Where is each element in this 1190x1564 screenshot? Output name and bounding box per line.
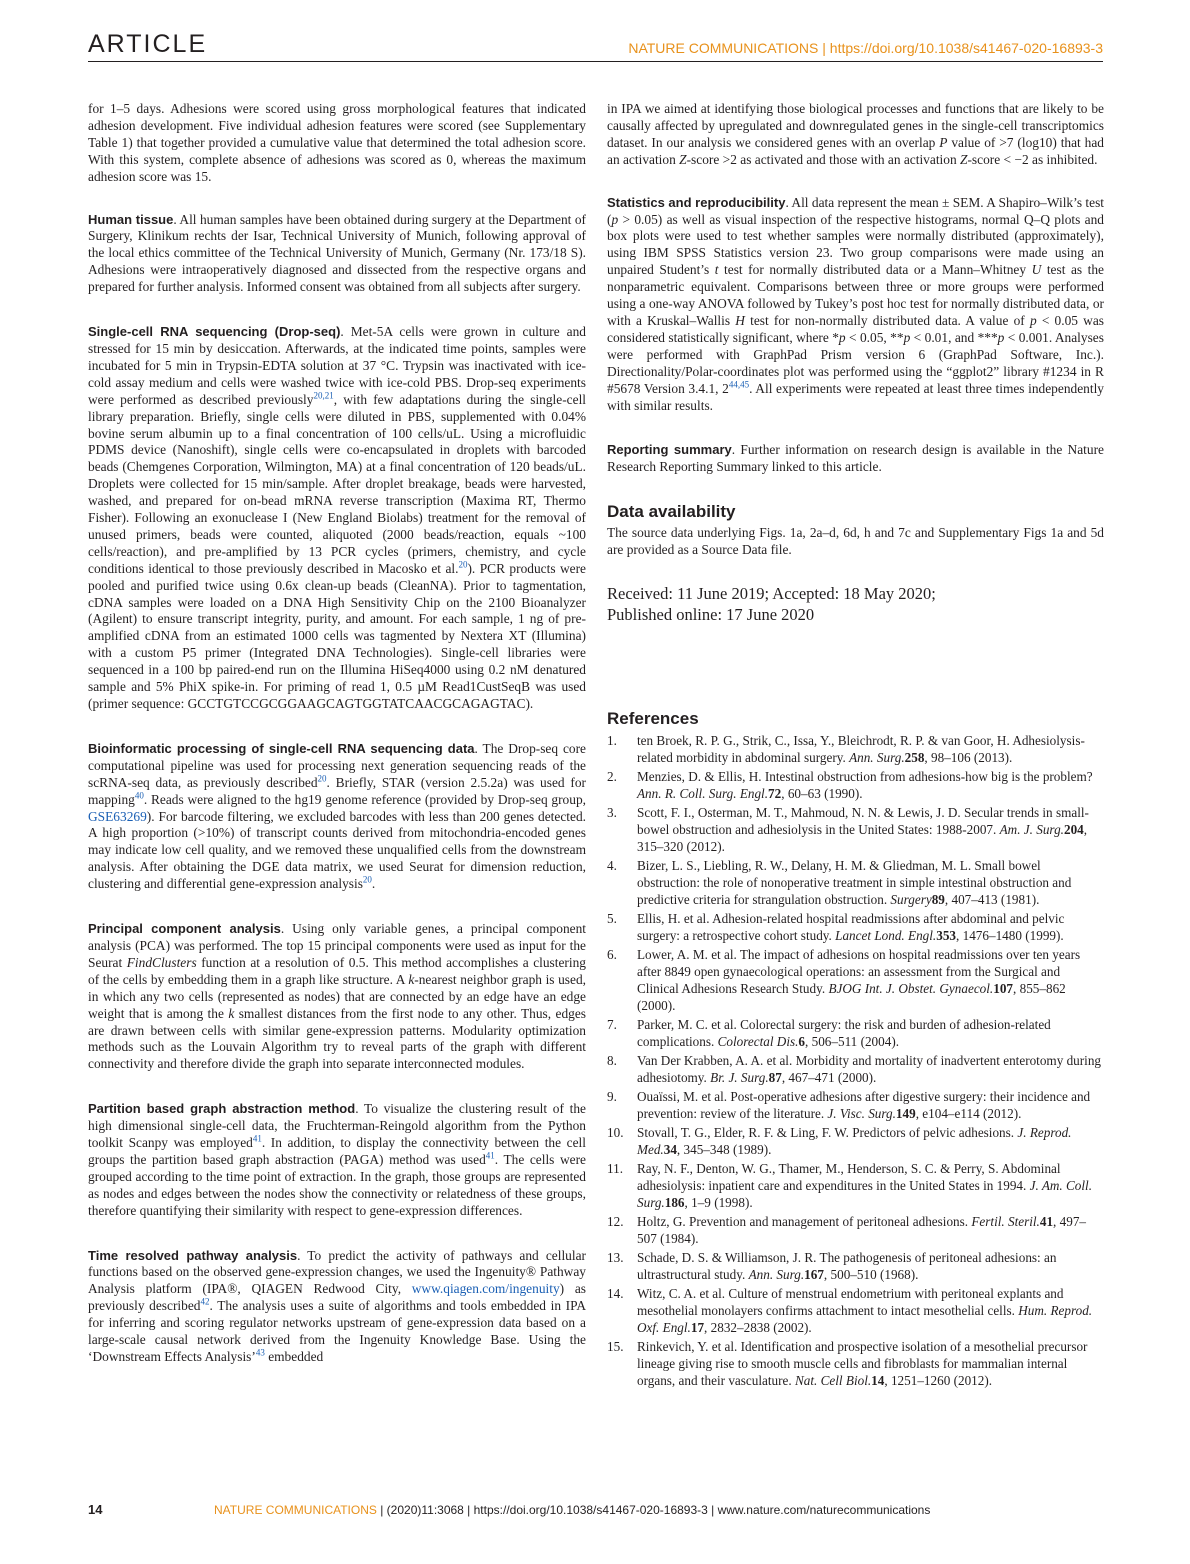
reference-journal: J. Am. Coll. Surg. bbox=[637, 1177, 1093, 1211]
reference-number: 9. bbox=[607, 1088, 617, 1104]
reference-item bbox=[607, 946, 1104, 1015]
geo-accession-link[interactable]: GSE63269 bbox=[88, 808, 147, 824]
reference-pages: , 500–510 (1968). bbox=[823, 1266, 919, 1282]
reference-item bbox=[607, 1160, 1104, 1212]
section-heading: Partition based graph abstraction method bbox=[88, 1101, 356, 1117]
citation-link[interactable]: 41 bbox=[252, 1133, 262, 1144]
reference-number: 11. bbox=[607, 1160, 623, 1176]
reference-number: 15. bbox=[607, 1338, 624, 1354]
footer-citation bbox=[214, 1503, 930, 1517]
published-date: Published online: 17 June 2020 bbox=[607, 604, 815, 624]
references-heading: References bbox=[607, 708, 699, 728]
reference-journal: Hum. Reprod. Oxf. Engl. bbox=[637, 1302, 1093, 1336]
page-number: 14 bbox=[88, 1502, 103, 1517]
reference-text: Schade, D. S. & Williamson, J. R. The pathogenesis of peritoneal adhesions: an ultrastructural study. bbox=[637, 1249, 1057, 1282]
reference-pages: , 345–348 (1989). bbox=[676, 1142, 772, 1158]
citation-link[interactable]: 44,45 bbox=[728, 379, 750, 390]
qiagen-link[interactable]: www.qiagen.com/ingenuity bbox=[411, 1281, 560, 1297]
section-heading: Statistics and reproducibility bbox=[607, 194, 786, 210]
section-heading: Human tissue bbox=[88, 211, 174, 227]
reference-number: 8. bbox=[607, 1053, 617, 1068]
data-availability-heading: Data availability bbox=[607, 502, 736, 522]
reference-text: Bizer, L. S., Liebling, R. W., Delany, H. M. & Gliedman, M. L. Small bowel obstruction: the role of nonoperative treatment in simple intestinal obstruction and predictive criteria for strangulation obstruction. bbox=[637, 857, 1072, 908]
reference-item bbox=[607, 857, 1104, 909]
reference-pages: , e104–e114 (2012). bbox=[915, 1106, 1022, 1122]
reference-pages: , 467–471 (2000). bbox=[781, 1070, 877, 1086]
reference-text: Holtz, G. Prevention and management of peritoneal adhesions. bbox=[637, 1213, 972, 1229]
bioinformatic-section: Bioinformatic processing of single-cell RNA sequencing data. The Drop-seq core computational pipeline was used for processing next generation sequencing reads of the scRNA-seq data, as previously described$^{20}$. Briefly, STAR (version 2.5.2a) was used for mapping$^{40}$. Reads were aligned to the hg19 genome reference (provided by Drop-seq group, GSE63269). For barcode filtering, we excluded barcodes with less than 200 genes detected. A high proportion (>10%) of transcript counts derived from mitochondria-encoded genes may indicate low cell quality, and we removed these unqualified cells from the downstream analysis. After obtaining the DGE data matrix, we used Seurat for dimension reduction, clustering and differential gene-expression analysis$^{20}$. bbox=[88, 740, 586, 892]
reference-pages: , 98–106 (2013). bbox=[924, 750, 1013, 766]
reference-item bbox=[607, 732, 1104, 766]
reference-volume: 72 bbox=[768, 785, 782, 801]
reference-item bbox=[607, 804, 1104, 856]
footer-details[interactable]: | (2020)11:3068 | https://doi.org/10.1038/s41467-020-16893-3 | www.nature.com/naturecommunications bbox=[376, 1503, 931, 1517]
reference-number: 1. bbox=[607, 732, 617, 748]
reference-journal: Nat. Cell Biol. bbox=[794, 1373, 872, 1389]
reference-volume: 167 bbox=[804, 1266, 824, 1282]
reference-text: Ouaïssi, M. et al. Post-operative adhesions after digestive surgery: their incidence and prevention: review of the literature. bbox=[637, 1088, 1091, 1122]
citation-link[interactable]: 43 bbox=[255, 1347, 265, 1358]
reference-text: Van Der Krabben, A. A. et al. Morbidity and mortality of inadvertent enterotomy during adhesiotomy. bbox=[637, 1053, 1102, 1086]
reference-item bbox=[607, 1016, 1104, 1050]
reference-volume: 17 bbox=[690, 1320, 705, 1336]
reference-pages: , 497–507 (1984). bbox=[637, 1213, 1087, 1247]
reference-journal: Ann. R. Coll. Surg. Engl. bbox=[637, 785, 769, 801]
citation-link[interactable]: 20,21 bbox=[313, 390, 334, 401]
reference-volume: 87 bbox=[768, 1070, 782, 1086]
reference-journal: Ann. Surg. bbox=[748, 1266, 805, 1282]
left-column bbox=[88, 101, 586, 1394]
reference-journal: Br. J. Surg. bbox=[710, 1070, 769, 1086]
reference-volume: 258 bbox=[904, 750, 925, 766]
reference-item bbox=[607, 1124, 1104, 1158]
reference-text: Rinkevich, Y. et al. Identification and prospective isolation of a mesothelial precursor lineage giving rise to smooth muscle cells and fibroblasts for mammalian internal organs, and their vasculature. bbox=[637, 1338, 1088, 1389]
reference-text: Lower, A. M. et al. The impact of adhesions on hospital readmissions over ten years after 8849 open gynaecological operations: an assessment from the Surgical and Clinical Adhesions Research Study. bbox=[637, 946, 1081, 997]
reporting-summary-section: Reporting summary. Further information on research design is available in the Nature Research Reporting Summary linked to this article. bbox=[607, 442, 1104, 475]
reference-journal: Fertil. Steril. bbox=[971, 1213, 1040, 1229]
citation-link[interactable]: 20 bbox=[458, 559, 468, 570]
reference-pages: , 1251–1260 (2012). bbox=[884, 1373, 993, 1389]
section-heading: Bioinformatic processing of single-cell RNA sequencing data bbox=[88, 740, 475, 756]
reference-volume: 204 bbox=[1063, 821, 1084, 837]
reference-text: Scott, F. I., Osterman, M. T., Mahmoud, N. N. & Lewis, J. D. Secular trends in small-bowel obstruction and adhesiolysis in the United States: 1988-2007. bbox=[637, 804, 1089, 837]
paga-section: Partition based graph abstraction method. To visualize the clustering result of the high dimensional single-cell data, the Fruchterman-Reingold algorithm from the Python toolkit Scanpy was employed$^{41}$. In addition, to display the connectivity between the cell groups the partition based graph abstraction (PAGA) method was used$^{41}$. The cells were grouped according to the time point of extraction. In the graph, those groups are represented as nodes and edges between the nodes show the connectivity or relatedness of these groups, therefore quantifying their similarity with respect to gene-expression differences. bbox=[88, 1101, 586, 1218]
reference-text: Menzies, D. & Ellis, H. Intestinal obstruction from adhesions-how big is the problem? bbox=[637, 768, 1093, 784]
received-accepted-date: Received: 11 June 2019; Accepted: 18 May 2020; bbox=[607, 583, 936, 603]
reference-text: Parker, M. C. et al. Colorectal surgery: the risk and burden of adhesion-related complications. bbox=[637, 1017, 1051, 1050]
reference-pages: , 407–413 (1981). bbox=[944, 892, 1040, 908]
reference-text: Ellis, H. et al. Adhesion-related hospital readmissions after abdominal and pelvic surgery: a retrospective cohort study. bbox=[637, 910, 1065, 944]
reference-journal: Ann. Surg. bbox=[849, 750, 905, 766]
footer-journal: NATURE COMMUNICATIONS bbox=[214, 1503, 377, 1517]
reference-journal: J. Visc. Surg. bbox=[827, 1106, 896, 1122]
reference-number: 7. bbox=[607, 1017, 617, 1033]
reference-item bbox=[607, 1213, 1104, 1247]
reference-number: 12. bbox=[607, 1213, 624, 1229]
reference-volume: 89 bbox=[931, 892, 945, 908]
reference-number: 2. bbox=[607, 768, 617, 784]
reference-volume: 353 bbox=[936, 928, 957, 944]
reference-number: 6. bbox=[607, 946, 617, 962]
reference-pages: , 60–63 (1990). bbox=[781, 785, 863, 801]
section-heading: Time resolved pathway analysis bbox=[88, 1247, 298, 1263]
reference-journal: Surgery bbox=[890, 892, 932, 908]
reference-journal: Colorectal Dis. bbox=[717, 1034, 799, 1050]
citation-link[interactable]: 42 bbox=[200, 1296, 210, 1307]
reference-item bbox=[607, 768, 1104, 802]
reference-pages: , 506–511 (2004). bbox=[805, 1034, 900, 1050]
article-label: ARTICLE bbox=[88, 30, 208, 58]
reference-volume: 34 bbox=[663, 1142, 677, 1158]
citation-link[interactable]: 20 bbox=[362, 874, 372, 885]
reference-pages: , 855–862 (2000). bbox=[637, 981, 1066, 1014]
reference-pages: , 1476–1480 (1999). bbox=[956, 928, 1064, 944]
adhesion-scoring-paragraph: for 1–5 days. Adhesions were scored using gross morphological features that indicated adhesion development. Five individual adhesion features were scored (see Supplementary Table 1) that together provided a cumulative value that determined the total adhesion score. With this system, complete absence of adhesions was scored as 0, whereas the maximum adhesion score was 15. bbox=[88, 101, 586, 184]
reference-number: 14. bbox=[607, 1285, 624, 1301]
citation-link[interactable]: 41 bbox=[485, 1150, 495, 1161]
reference-journal: Am. J. Surg. bbox=[999, 821, 1064, 837]
citation-link[interactable]: 20 bbox=[317, 773, 327, 784]
reference-text: ten Broek, R. P. G., Strik, C., Issa, Y., Bleichrodt, R. P. & van Goor, H. Adhesiolysis-related morbidity in abdominal surgery. bbox=[637, 732, 1085, 766]
reference-volume: 107 bbox=[993, 981, 1014, 997]
reference-pages: , 2832–2838 (2002). bbox=[704, 1320, 812, 1336]
reference-volume: 14 bbox=[871, 1373, 885, 1389]
statistics-section: Statistics and reproducibility. All data represent the mean ± SEM. A Shapiro–Wilk’s test (p > 0.05) as well as visual inspection of the respective histograms, normal Q–Q plots and box plots were used to test whether samples were normally distributed (approximately), using IBM SPSS Statistics version 23. Two group comparisons were made using an unpaired Student’s t test for normally distributed data or a Mann–Whitney U test as the nonparametric equivalent. Comparisons between three or more groups were performed using a one-way ANOVA followed by Tukey’s post hoc test for normally distributed data, or with a Kruskal–Wallis H test for non-normally distributed data. A value of p < 0.05 was considered statistically significant, where *p < 0.05, **p < 0.01, and ***p < 0.001. Analyses were performed with GraphPad Prism version 6 (GraphPad Software, Inc.). Directionality/Polar-coordinates plot was performed using the “ggplot2” library #1234 in R #5678 Version 3.4.1, 2$^{44,45}$. All experiments were repeated at least three times independently with similar results. bbox=[607, 194, 1104, 413]
pathway-section: Time resolved pathway analysis. To predict the activity of pathways and cellular functions based on the observed gene-expression changes, we used the Ingenuity® Pathway Analysis platform (IPA®, QIAGEN Redwood City, www.qiagen.com/ingenuity) as previously described$^{42}$. The analysis uses a suite of algorithms and tools embedded in IPA for inferring and scoring regulator networks upstream of gene-expression data based on a large-scale causal network derived from the Ingenuity Knowledge Base. Using the ‘Downstream Effects Analysis’$^{43}$ embedded bbox=[88, 1247, 587, 1364]
section-heading: Single-cell RNA sequencing (Drop-seq) bbox=[88, 324, 341, 340]
reference-journal: BJOG Int. J. Obstet. Gynaecol. bbox=[828, 981, 994, 997]
reference-item bbox=[607, 1338, 1104, 1390]
reference-volume: 41 bbox=[1039, 1213, 1054, 1229]
reference-item bbox=[607, 1052, 1104, 1086]
reference-list bbox=[607, 732, 1104, 1390]
reference-item bbox=[607, 1249, 1104, 1283]
data-availability-text: The source data underlying Figs. 1a, 2a–d, 6d, h and 7c and Supplementary Figs 1a and 5d are provided as a Source Data file. bbox=[607, 525, 1104, 558]
human-tissue-section: Human tissue. All human samples have been obtained during surgery at the Department of Surgery, Klinikum rechts der Isar, Technical University of Munich, following approval of the local ethics committee of the Technical University of Munich, Germany (Nr. 173/18 S). Adhesions were intraoperatively diagnosed and dissected from the respective organs and prepared for further analysis. Informed consent was obtained from all subjects after surgery. bbox=[88, 211, 587, 295]
section-heading: Reporting summary bbox=[607, 442, 732, 458]
publication-dates bbox=[607, 583, 1104, 625]
reference-number: 10. bbox=[607, 1124, 624, 1140]
journal-doi-header[interactable]: NATURE COMMUNICATIONS | https://doi.org/10.1038/s41467-020-16893-3 bbox=[628, 40, 1103, 56]
reference-item bbox=[607, 1285, 1104, 1337]
dropseq-section: Single-cell RNA sequencing (Drop-seq). Met-5A cells were grown in culture and stressed for 15 min by desiccation. Afterwards, at the indicated time points, samples were incubated for 5 min in Trypsin-EDTA solution at 37 °C. Trypsin was inactivated with ice-cold assay medium and cells were washed twice with ice-cold PBS. Drop-seq experiments were performed as described previously$^{20,21}$, with few adaptations during the single-cell library preparation. Briefly, single cells were diluted in PBS, supplemented with 0.04% bovine serum albumin up to a final concentration of 100 cells/uL. Using a microfluidic PDMS device (Nanoshift), single cells were co-encapsulated in droplets with barcoded beads (Chemgenes Corporation, Wilmington, MA) at a final concentration of 120 beads/uL. Droplets were collected for 15 min/sample. After droplet breakage, beads were harvested, washed, and prepared for on-bead mRNA reverse transcription (Maxima RT, Thermo Fisher). Following an exonuclease I (New England Biolabs) treatment for the removal of unused primers, beads were counted, aliquoted (2000 beads/reaction, equals ~100 cells/reaction), and pre-amplified by 13 PCR cycles (primers, chemistry, and cycle conditions identical to those previously described in Macosko et al.$^{20}$). PCR products were pooled and purified twice using 0.6x clean-up beads (CleanNA). Prior to tagmentation, cDNA samples were loaded on a DNA High Sensitivity Chip on the 2100 Bioanalyzer (Agilent) to ensure transcript integrity, purity, and amount. For each sample, 1 ng of pre-amplified cDNA from an estimated 1000 cells was tagmented by Nextera XT (Illumina) with a custom P5 primer (Integrated DNA Technologies). Single-cell libraries were sequenced in a 100 bp paired-end run on the Illumina HiSeq4000 using 0.2 nM denatured sample and 5% PhiX spike-in. For priming of read 1, 0.5 µM Read1CustSeqB was used (primer sequence: GCCTGTCCGCGGAAGCAGTGGTATCAACGCAGAGTAC). bbox=[88, 324, 587, 711]
reference-number: 13. bbox=[607, 1249, 624, 1265]
citation-link[interactable]: 40 bbox=[134, 790, 144, 801]
reference-volume: 149 bbox=[895, 1106, 916, 1122]
reference-item bbox=[607, 1088, 1104, 1122]
reference-pages: , 315–320 (2012). bbox=[637, 821, 1088, 855]
reference-number: 5. bbox=[607, 910, 617, 926]
right-column bbox=[607, 101, 1104, 1391]
pca-section: Principal component analysis. Using only variable genes, a principal component analysis (PCA) was performed. The top 15 principal components were used as input for the Seurat FindClusters function at a resolution of 0.5. This method accomplishes a clustering of the cells by embedding them in a graph like structure. A k-nearest neighbor graph is used, in which any two cells (represented as nodes) that are connected by an edge have an edge weight that is among the k smallest distances from the first node to any other. Thus, edges are drawn between cells with similar gene-expression patterns. Modularity optimization methods such as the Louvain Algorithm try to reveal parts of the graph with different connectivity and therefore divide the graph into separate interconnected modules. bbox=[88, 921, 587, 1072]
reference-number: 4. bbox=[607, 857, 617, 873]
reference-journal: J. Reprod. Med. bbox=[637, 1124, 1072, 1158]
reference-text: Stovall, T. G., Elder, R. F. & Ling, F. W. Predictors of pelvic adhesions. bbox=[637, 1124, 1018, 1140]
reference-item bbox=[607, 910, 1104, 944]
header-divider bbox=[88, 61, 1103, 62]
reference-text: Witz, C. A. et al. Culture of menstrual endometrium with peritoneal explants and mesothelial monolayers confirms attachment to intact mesothelial cells. bbox=[637, 1285, 1064, 1318]
section-heading: Principal component analysis bbox=[88, 921, 281, 937]
reference-volume: 186 bbox=[664, 1195, 685, 1211]
reference-volume: 6 bbox=[798, 1034, 806, 1050]
reference-text: Ray, N. F., Denton, W. G., Thamer, M., Henderson, S. C. & Perry, S. Abdominal adhesiolysis: inpatient care and expenditures in the United States in 1994. bbox=[637, 1160, 1061, 1193]
reference-number: 3. bbox=[607, 804, 617, 820]
ipa-paragraph: in IPA we aimed at identifying those biological processes and functions that are likely to be causally affected by upregulated and downregulated genes in the single-cell transcriptomics dataset. In our analysis we considered genes with an overlap P value of >7 (log10) that had an activation Z-score >2 as activated and those with an activation Z-score < −2 as inhibited. bbox=[607, 101, 1104, 167]
reference-pages: , 1–9 (1998). bbox=[684, 1195, 753, 1211]
reference-journal: Lancet Lond. Engl. bbox=[835, 928, 937, 944]
